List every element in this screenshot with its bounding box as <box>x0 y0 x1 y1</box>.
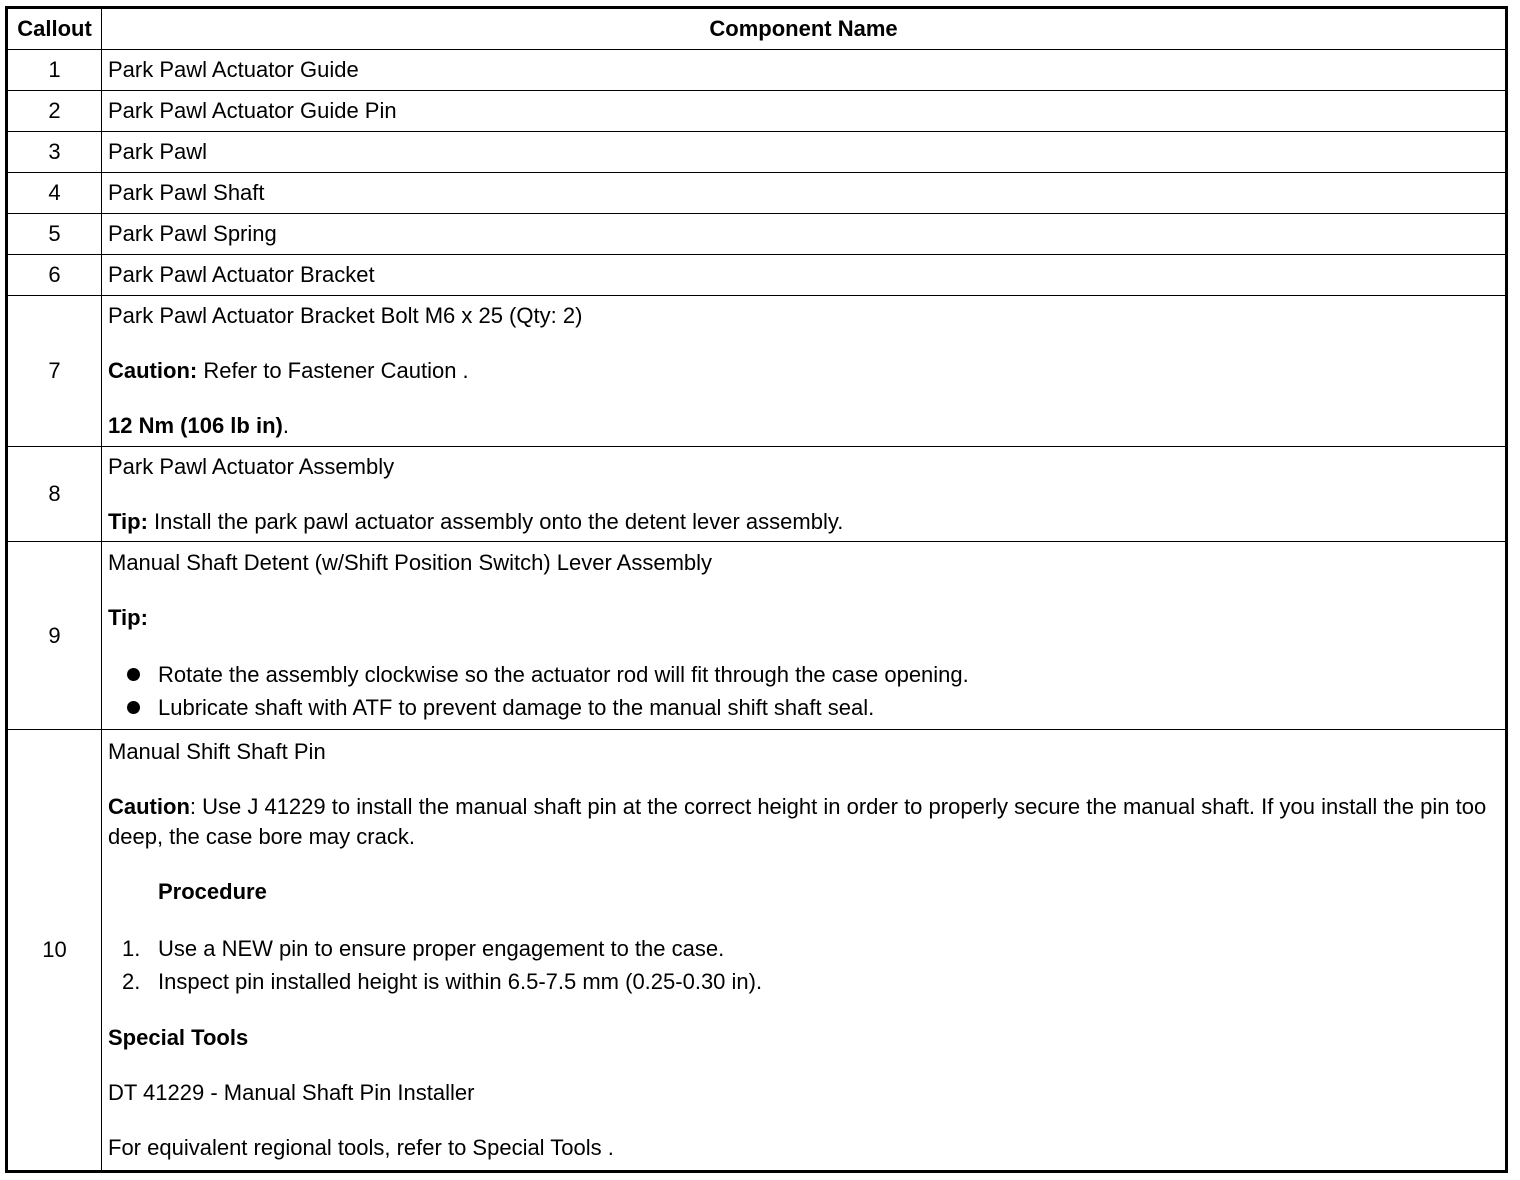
callout-cell: 1 <box>7 50 102 91</box>
list-item <box>108 932 1499 965</box>
component-name-text: Manual Shaft Detent (w/Shift Position Switch) Lever Assembly <box>108 549 713 575</box>
callout-cell: 3 <box>7 132 102 173</box>
component-name-cell: Park Pawl Spring <box>102 214 1507 255</box>
table-row <box>7 132 1507 173</box>
component-name-cell: Park Pawl Actuator Guide <box>102 50 1507 91</box>
step-number: 2. <box>122 968 141 994</box>
tip-bullet-list <box>108 658 1499 724</box>
caution-text: : Use J 41229 to install the manual shaft pin at the correct height in order to properly secure the manual shaft. If you install the pin too deep, the case bore may crack. <box>108 793 1487 849</box>
component-table <box>5 6 1508 1173</box>
torque-end: . <box>282 413 289 439</box>
tip-text: Install the park pawl actuator assembly onto the detent lever assembly. <box>147 508 844 534</box>
component-name-text: Park Pawl Actuator Bracket Bolt M6 x 25 (Qty: 2) <box>108 303 583 329</box>
callout-cell: 4 <box>7 173 102 214</box>
special-tools-heading: Special Tools <box>108 1024 249 1050</box>
caution-note <box>108 792 1499 852</box>
step-text: Inspect pin installed height is within 6.5-7.5 mm (0.25-0.30 in). <box>158 968 763 994</box>
component-name-cell: Park Pawl Actuator Bracket <box>102 255 1507 296</box>
table-row <box>7 255 1507 296</box>
table-row <box>7 729 1507 1171</box>
callout-cell: 5 <box>7 214 102 255</box>
component-name-cell <box>102 729 1507 1171</box>
component-name-cell: Park Pawl Shaft <box>102 173 1507 214</box>
step-number: 1. <box>122 935 141 961</box>
callout-cell: 8 <box>7 447 102 542</box>
component-name-text: Manual Shift Shaft Pin <box>108 738 326 764</box>
list-item <box>108 965 1499 998</box>
torque-value: 12 Nm (106 lb in) <box>108 413 283 439</box>
list-item: Rotate the assembly clockwise so the actuator rod will fit through the case opening. <box>108 658 1499 691</box>
callout-cell: 6 <box>7 255 102 296</box>
special-tool-item: DT 41229 - Manual Shaft Pin Installer <box>108 1079 475 1105</box>
caution-note <box>108 356 1499 386</box>
header-callout: Callout <box>7 8 102 50</box>
table-header-row <box>7 8 1507 50</box>
tip-note <box>108 507 1499 537</box>
regional-tools-note: For equivalent regional tools, refer to Special Tools . <box>108 1134 614 1160</box>
component-name-cell <box>102 296 1507 447</box>
step-text: Use a NEW pin to ensure proper engagement to the case. <box>158 935 725 961</box>
component-name-cell <box>102 447 1507 542</box>
header-component-name: Component Name <box>102 8 1507 50</box>
table-row <box>7 542 1507 730</box>
caution-text: Refer to Fastener Caution . <box>197 358 469 384</box>
tip-label: Tip: <box>108 604 148 630</box>
callout-cell: 7 <box>7 296 102 447</box>
table-row <box>7 91 1507 132</box>
torque-spec <box>108 411 1499 441</box>
callout-cell: 2 <box>7 91 102 132</box>
caution-label: Caution: <box>108 358 198 384</box>
table-row <box>7 173 1507 214</box>
callout-cell: 9 <box>7 542 102 730</box>
component-name-cell: Park Pawl <box>102 132 1507 173</box>
table-row <box>7 447 1507 542</box>
procedure-heading: Procedure <box>158 878 267 904</box>
component-name-text: Park Pawl Actuator Assembly <box>108 453 395 479</box>
procedure-steps <box>108 932 1499 998</box>
table-row <box>7 50 1507 91</box>
callout-cell: 10 <box>7 729 102 1171</box>
caution-label: Caution <box>108 793 190 819</box>
component-name-cell <box>102 542 1507 730</box>
component-name-cell: Park Pawl Actuator Guide Pin <box>102 91 1507 132</box>
table-row <box>7 214 1507 255</box>
table-row <box>7 296 1507 447</box>
list-item: Lubricate shaft with ATF to prevent damage to the manual shift shaft seal. <box>108 691 1499 724</box>
tip-label: Tip: <box>108 508 148 534</box>
